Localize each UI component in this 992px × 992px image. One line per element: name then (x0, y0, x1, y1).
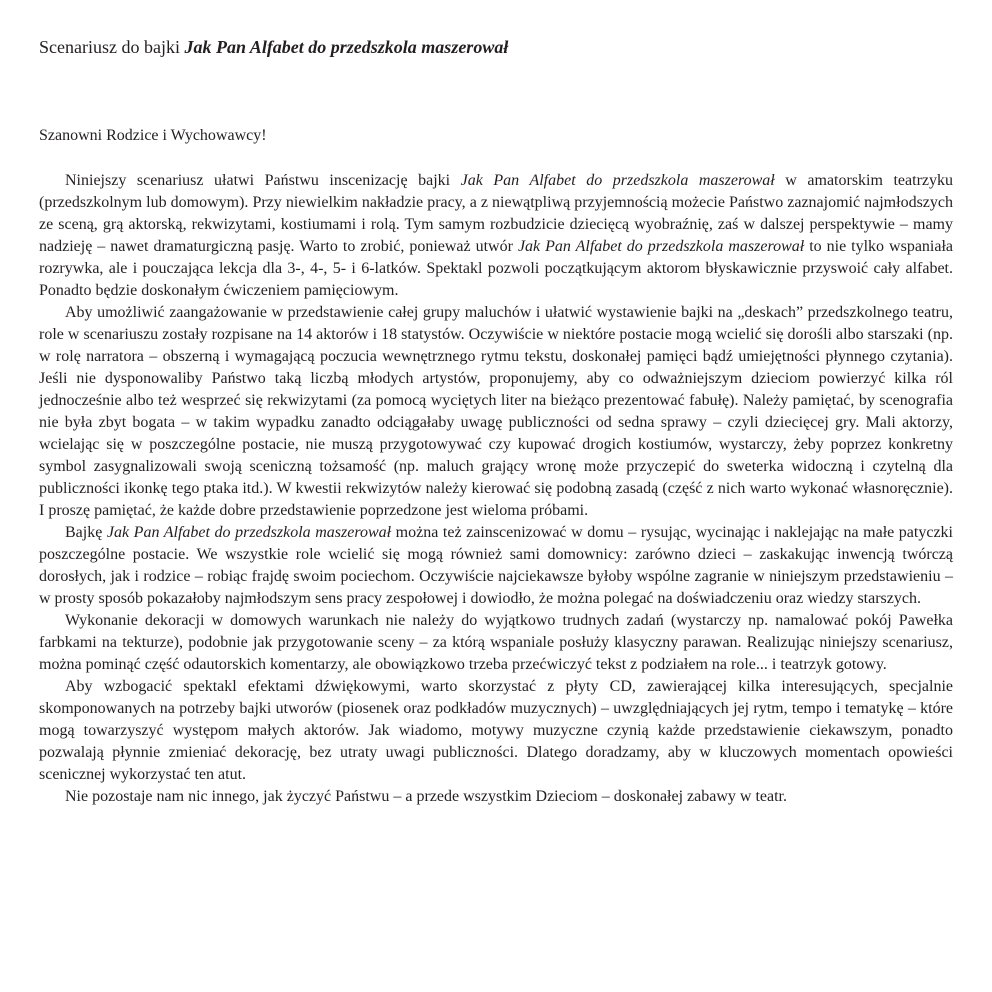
paragraph-3 (39, 522, 953, 610)
paragraph-2: Aby umożliwić zaangażowanie w przedstawienie całej grupy maluchów i ułatwić wystawienie bajki na „deskach” przedszkolnego teatru, role w scenariuszu zostały rozpisane na 14 aktorów i 18 statystów. Oczywiście w niektóre postacie mogą wcielić się dorośli albo starszaki (np. w rolę narratora – obszerną i wymagającą poczucia wewnętrznego rytmu tekstu, doskonałej pamięci bądź umiejętności płynnego czytania). Jeśli nie dysponowaliby Państwo taką liczbą młodych artystów, proponujemy, aby co odważniejszym dzieciom powierzyć kilka ról jednocześnie albo też wesprzeć się rekwizytami (za pomocą wyciętych liter na bieżąco prezentować fabułę). Należy pamiętać, by scenografia nie była zbyt bogata – w takim wypadku zanadto odciągałaby uwagę publiczności od sedna sprawy – czyli dziecięcej gry. Mali aktorzy, wcielając się w poszczególne postacie, nie muszą przygotowywać czy kupować drogich kostiumów, wystarczy, żeby poprzez konkretny symbol zasygnalizowali swoją sceniczną tożsamość (np. maluch grający wronę może przyczepić do sweterka widoczną i czytelną dla publiczności ikonkę tego ptaka itd.). W kwestii rekwizytów należy kierować się podobną zasadą (część z nich warto wykonać własnoręcznie). I proszę pamiętać, że każde dobre przedstawienie poprzedzone jest wieloma próbami. (39, 304, 953, 519)
page-header (39, 35, 508, 59)
header-prefix: Scenariusz do bajki (39, 37, 185, 57)
paragraph-1-text-c: to nie tylko wspaniała rozrywka, ale i pouczająca lekcja dla 3-, 4-, 5- i 6-latków. Spektakl pozwoli początkującym aktorom błyskawicznie przyswoić cały alfabet. Ponadto będzie doskonałym ćwiczeniem pamięciowym. (39, 238, 954, 299)
paragraph-1-title-b: Jak Pan Alfabet do przedszkola maszerował (517, 238, 805, 255)
paragraph-1-title-a: Jak Pan Alfabet do przedszkola maszerował (460, 172, 775, 189)
paragraph-4: Wykonanie dekoracji w domowych warunkach nie należy do wyjątkowo trudnych zadań (wystarczy np. namalować pokój Pawełka farbkami na tekturze), podobnie jak przygotowanie sceny – za którą wspaniale posłuży klasyczny parawan. Realizując niniejszy scenariusz, można pominąć część odautorskich komentarzy, ale obowiązkowo trzeba przećwiczyć tekst z podziałem na role... i teatrzyk gotowy. (39, 612, 953, 673)
paragraph-3-text-b: można też zainscenizować w domu – rysując, wycinając i naklejając na małe patyczki poszczególne postacie. We wszystkie role wcielić się mogą również sami domownicy: zarówno dzieci – zaskakując inwencją twórczą dorosłych, jak i rodzice – robiąc frajdę swoim pociechom. Oczywiście najciekawsze byłoby wspólne zagranie w niniejszym przedstawieniu – w prosty sposób pokazałoby najmłodszym sens pracy zespołowej i dowiodło, że można polegać na doświadczeniu oraz wiedzy starszych. (39, 524, 954, 607)
paragraph-5: Aby wzbogacić spektakl efektami dźwiękowymi, warto skorzystać z płyty CD, zawierającej kilka interesujących, specjalnie skomponowanych na potrzeby bajki utworów (piosenek oraz podkładów muzycznych) – uwzględniających jej rytm, tempo i tematykę – które mogą towarzyszyć występom małych aktorów. Jak wiadomo, motywy muzyczne czynią każde przedstawienie ciekawszym, ponadto pozwalają płynnie zmieniać dekorację, bez utraty uwagi publiczności. Dlatego doradzamy, aby w kluczowych momentach opowieści scenicznej wykorzystać ten atut. (39, 678, 953, 783)
greeting: Szanowni Rodzice i Wychowawcy! (39, 127, 267, 144)
paragraph-3-text-a: Bajkę (65, 524, 107, 541)
paragraph-6: Nie pozostaje nam nic innego, jak życzyć Państwu – a przede wszystkim Dzieciom – doskonałej zabawy w teatr. (65, 788, 787, 805)
paragraph-1-text-a: Niniejszy scenariusz ułatwi Państwu inscenizację bajki (65, 172, 461, 189)
paragraph-1-text-b: w amatorskim teatrzyku (przedszkolnym lub domowym). Przy niewielkim nakładzie pracy, a z niewątpliwą przyjemnością możecie Państwo zaznajomić najmłodszych ze sceną, grą aktorską, rekwizytami, kostiumami i rolą. Tym samym rozbudzicie dziecięcą wyobraźnię, zaś w dalszej perspektywie – mamy nadzieję – nawet dramaturgiczną pasję. Warto to zrobić, ponieważ utwór (39, 172, 954, 255)
paragraph-1 (39, 170, 953, 302)
header-title: Jak Pan Alfabet do przedszkola maszerował (184, 37, 509, 57)
body-text (39, 170, 953, 808)
paragraph-3-title: Jak Pan Alfabet do przedszkola maszerował (106, 524, 392, 541)
